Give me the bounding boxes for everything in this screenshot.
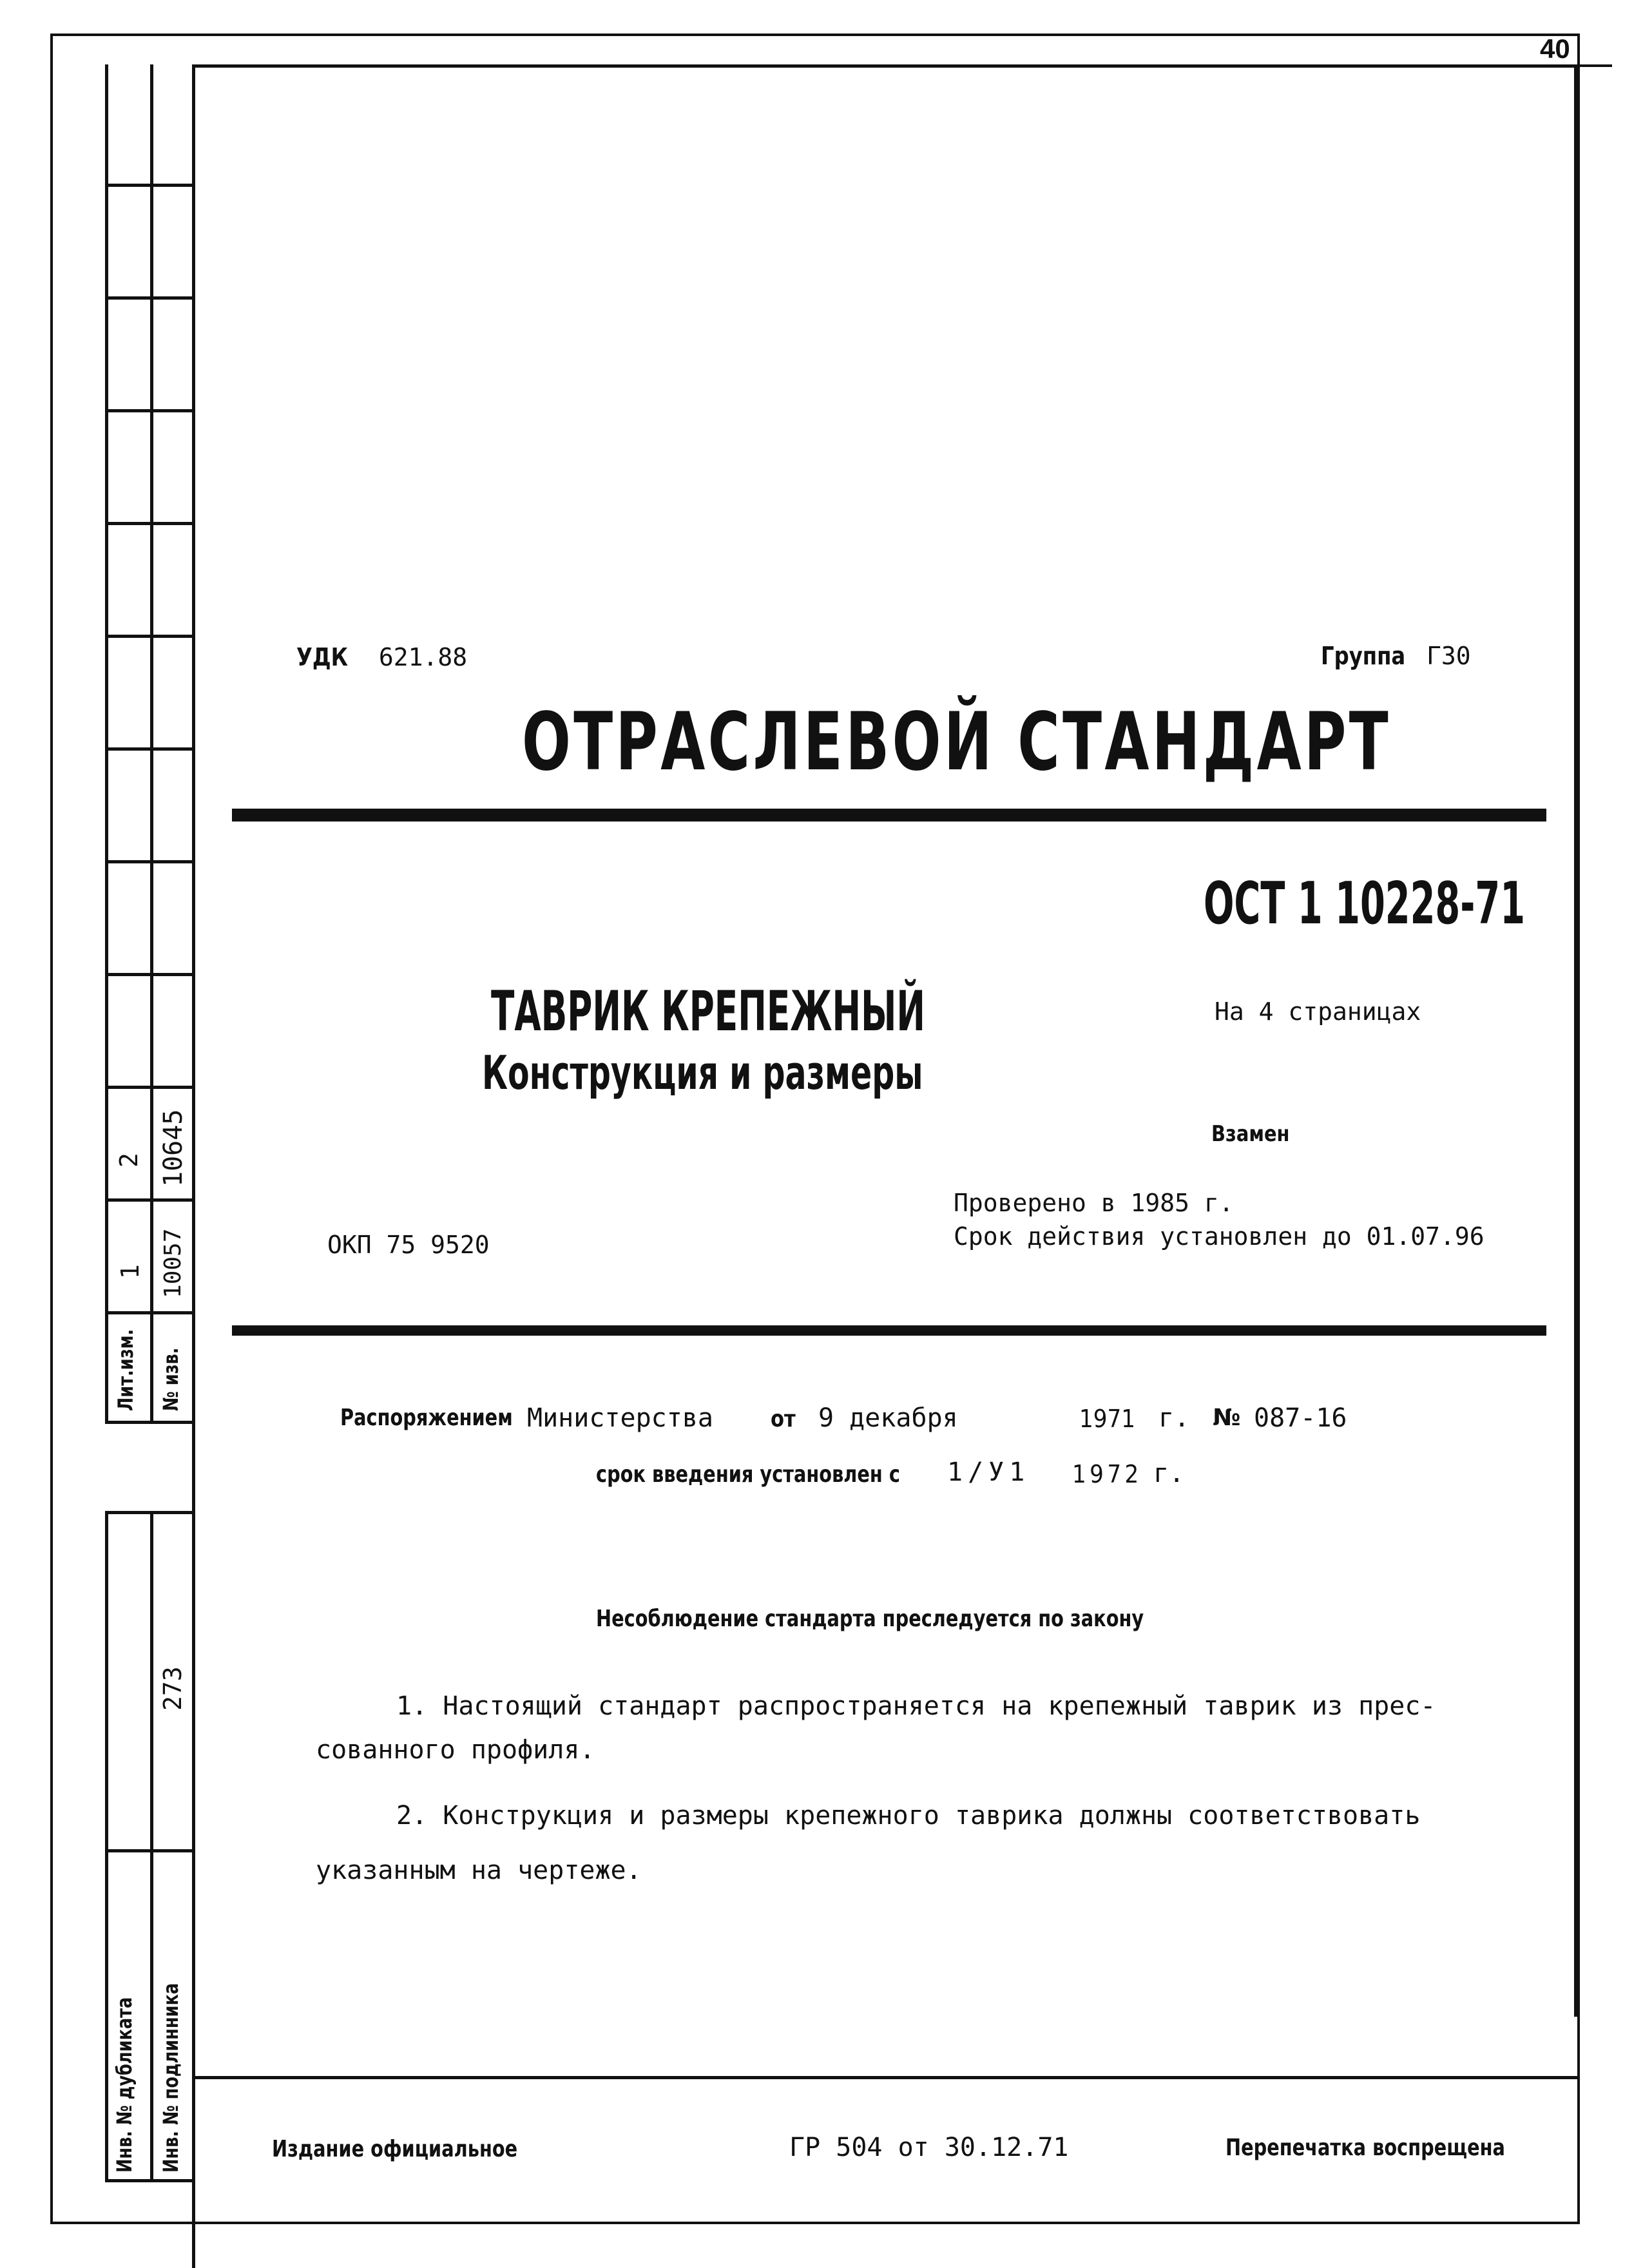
udk-value: 621.88 bbox=[378, 643, 468, 671]
checked-note: Проверено в 1985 г. bbox=[954, 1189, 1234, 1217]
margin-inv-number: 273 bbox=[159, 1666, 187, 1711]
margin-lower-bottom bbox=[105, 2179, 195, 2182]
validity-note: Срок действия установлен до 01.07.96 bbox=[954, 1222, 1484, 1251]
inner-frame-top bbox=[192, 64, 1577, 68]
margin-dup-label: Инв. № дубликата bbox=[112, 1997, 137, 2173]
margin-col1-lit: 1 bbox=[116, 1264, 144, 1279]
margin-row-1 bbox=[105, 184, 195, 187]
okp-code: ОКП 75 9520 bbox=[327, 1231, 490, 1259]
margin-col2-lit: 2 bbox=[115, 1153, 143, 1168]
udk bbox=[296, 643, 467, 671]
margin-row-6 bbox=[105, 747, 195, 751]
thick-rule-bottom bbox=[232, 1325, 1546, 1336]
margin-izv-label: № изв. bbox=[159, 1347, 183, 1411]
order-label: Распоряжением bbox=[340, 1405, 513, 1431]
document-frame bbox=[50, 34, 1580, 2224]
footer-registration: ГР 504 от 30.12.71 bbox=[789, 2133, 1069, 2162]
standard-number: ОСТ 1 10228-71 bbox=[1204, 870, 1526, 937]
group-value: Г30 bbox=[1426, 642, 1471, 670]
order-number-label: № bbox=[1213, 1405, 1241, 1431]
order-year-suffix: г. bbox=[1158, 1403, 1190, 1433]
margin-lower-top bbox=[105, 1511, 195, 1514]
thick-rule-top bbox=[232, 809, 1546, 822]
paragraph-2-line-1: 2. Конструкция и размеры крепежного таврика должны соответствовать bbox=[396, 1801, 1421, 1831]
replaces-label: Взамен bbox=[1211, 1121, 1290, 1147]
udk-label: УДК bbox=[296, 643, 349, 671]
margin-row-10 bbox=[105, 1198, 195, 1202]
paragraph-1-line-2: сованного профиля. bbox=[316, 1735, 595, 1765]
page-title: ОТРАСЛЕВОЙ СТАНДАРТ bbox=[522, 696, 1392, 789]
margin-lower-divider bbox=[105, 1849, 195, 1852]
intro-year-suffix: г. bbox=[1153, 1459, 1185, 1488]
margin-row-8 bbox=[105, 973, 195, 976]
intro-year: 1972 bbox=[1072, 1460, 1142, 1488]
margin-row-11 bbox=[105, 1311, 195, 1314]
pages-note: На 4 страницах bbox=[1215, 997, 1421, 1026]
margin-line-outer bbox=[105, 64, 108, 1424]
footer-reprint: Перепечатка воспрещена bbox=[1225, 2135, 1505, 2161]
inner-frame-right bbox=[1574, 64, 1577, 2017]
paragraph-1-line-1: 1. Настоящий стандарт распространяется на крепежный таврик из прес- bbox=[396, 1691, 1436, 1721]
margin-lower-outer bbox=[105, 1511, 108, 2181]
law-notice: Несоблюдение стандарта преследуется по закону bbox=[596, 1606, 1144, 1632]
margin-line-mid bbox=[150, 64, 153, 1424]
margin-row-9 bbox=[105, 1086, 195, 1089]
doc-subtitle: Конструкция и размеры bbox=[482, 1046, 923, 1100]
order-from: от bbox=[771, 1406, 796, 1432]
margin-row-3 bbox=[105, 409, 195, 412]
order-number: 087-16 bbox=[1254, 1403, 1347, 1433]
margin-row-4 bbox=[105, 522, 195, 525]
order-date: 9 декабря bbox=[818, 1403, 958, 1433]
intro-label: срок введения установлен с bbox=[596, 1461, 900, 1488]
margin-col2-izv: 10645 bbox=[159, 1109, 188, 1187]
order-year: 1971 bbox=[1079, 1405, 1136, 1433]
order-ministry: Министерства bbox=[527, 1403, 713, 1433]
group-label: Группа bbox=[1321, 642, 1406, 670]
group bbox=[1321, 642, 1471, 670]
footer-edition: Издание официальное bbox=[272, 2136, 518, 2162]
margin-orig-label: Инв. № подлинника bbox=[159, 1983, 183, 2173]
doc-title: ТАВРИК КРЕПЕЖНЫЙ bbox=[491, 979, 926, 1044]
paragraph-2-line-2: указанным на чертеже. bbox=[316, 1856, 642, 1885]
margin-row-5 bbox=[105, 635, 195, 638]
margin-row-7 bbox=[105, 860, 195, 863]
margin-lower-mid bbox=[150, 1511, 153, 2181]
margin-row-2 bbox=[105, 296, 195, 300]
page-number-text: 40 bbox=[1540, 34, 1570, 64]
inner-frame-left bbox=[192, 64, 195, 2268]
margin-row-12 bbox=[105, 1421, 195, 1424]
intro-date: 1/У1 bbox=[947, 1457, 1030, 1487]
margin-lit-label: Лит.изм. bbox=[113, 1329, 138, 1411]
footer-separator-line bbox=[192, 2076, 1577, 2079]
margin-col1-izv: 10057 bbox=[160, 1228, 186, 1298]
